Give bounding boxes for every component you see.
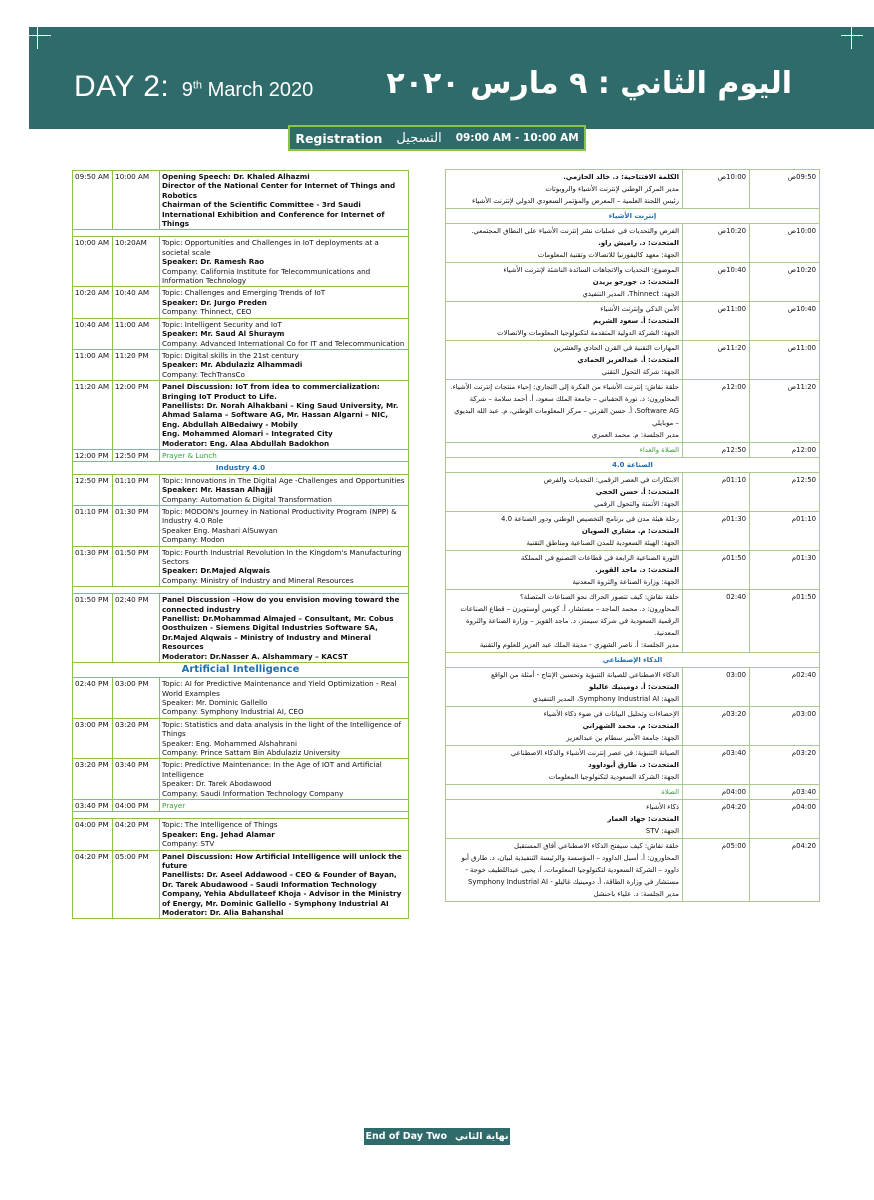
session-line: حلقة نقاش: إنترنت الأشياء من الفكرة إلى التجاري: إحياء منتجات إنترنت الأشياء. [450,383,679,391]
agenda-row [73,819,409,850]
section-header-row [446,458,820,473]
start-time: 10:20ص [750,263,820,302]
session-details [446,590,683,653]
session-line: Speaker: Mr. Saud Al Shuraym [162,329,285,339]
agenda-row [73,850,409,919]
session-line: Prayer & Lunch [162,450,217,460]
session-line: المتحدث: د. راميش راو. [598,239,679,247]
agenda-row [73,546,409,587]
registration-arabic: التسجيل [396,130,442,146]
section-title: الصناعة 4.0 [446,458,820,473]
session-details [160,506,409,547]
session-line: Company: Symphony Industrial AI, CEO [162,707,304,717]
end-time: 05:00م [683,839,750,902]
session-details [446,341,683,380]
start-time: 01:10 PM [73,506,113,547]
session-line: مدير الجلسة: د. علياء باحنشل [593,890,679,898]
start-time: 12:00م [750,443,820,458]
session-details [160,287,409,318]
agenda-row [73,718,409,759]
session-details [446,839,683,902]
session-details [160,381,409,450]
session-line: مدير المركز الوطني لإنترنت الأشياء والروبوتات [545,185,679,193]
start-time: 11:00ص [750,341,820,380]
start-time: 01:50 PM [73,594,113,663]
agenda-row [73,287,409,318]
start-time: 01:50م [750,590,820,653]
agenda-row [73,594,409,663]
start-time: 03:40 PM [73,799,113,811]
agenda-row [446,170,820,209]
end-time: 12:00م [683,380,750,443]
agenda-row [73,381,409,450]
end-time: 11:00ص [683,302,750,341]
start-time: 03:20 PM [73,759,113,800]
session-details [160,474,409,505]
session-line: المهارات التقنية في القرن الحادي والعشرين [553,344,679,352]
end-time: 11:20ص [683,341,750,380]
session-line: Topic: MODON's Journey in National Productivity Program (NPP) & Industry 4.0 Role [162,507,397,526]
end-time: 11:20 PM [113,349,160,380]
session-line: المتحدث: أ. حسن الحجي [595,488,679,496]
start-time: 04:00 PM [73,819,113,850]
agenda-row [73,759,409,800]
start-time: 01:30م [750,551,820,590]
start-time: 04:20 PM [73,850,113,919]
end-of-day-arabic: نهاية الثاني [455,1131,509,1142]
session-line: Topic: Predictive Maintenance: In the Age of IOT and Artificial Intelligence [162,760,382,779]
session-details [160,594,409,663]
agenda-row [446,746,820,785]
session-line: Panellists: Dr. Aseel Addawood - CEO & Founder of Bayan, Dr. Tarek Abudawood - Saudi Information Technology Company, Yehia Abdullateef Khoja - Advisor in the Ministry of Energy, Mr. Dominic Gallello - Symphony Industrial AI [162,870,402,908]
end-time: 03:40 PM [113,759,160,800]
session-details [446,800,683,839]
start-time: 09:50 AM [73,171,113,230]
end-time: 10:20ص [683,224,750,263]
crop-mark [851,27,852,49]
agenda-row [73,449,409,461]
spacer-row [73,230,409,237]
session-line: حلقة نقاش: كيف سيفتح الذكاء الاصطناعي آفاق المستقبل [514,842,679,850]
session-line: المتحدث: م. مشاري الصويان [581,527,679,535]
end-time: 11:00 AM [113,318,160,349]
session-line: Speaker: Mr. Abdulaziz Alhammadi [162,360,303,370]
session-line: Panel Discussion –How do you envision moving toward the connected industry [162,595,400,614]
start-time: 12:50 PM [73,474,113,505]
session-line: المتحدث: أ. عبدالعزيز الحمادي [577,356,679,364]
start-time: 01:30 PM [73,546,113,587]
session-line: Speaker: Dr. Tarek Abodawood [162,779,272,789]
end-time: 12:50 PM [113,449,160,461]
section-header-row [73,663,409,678]
day-date [182,79,314,101]
end-time: 12:50م [683,443,750,458]
header-band [29,27,874,129]
session-line: الجهة: الأتمتة والتحول الرقمي [593,500,679,508]
session-line: Moderator: Eng. Alaa Abdullah Badokhon [162,438,330,448]
day-month-year: March 2020 [207,79,314,101]
session-details [446,380,683,443]
session-line: المتحدث: جهاد العمار [607,815,679,823]
agenda-row [446,341,820,380]
agenda-row [73,171,409,230]
session-line: الجهة: Symphony Industrial AI، المدير التنفيذي [532,695,679,703]
session-line: المتحدث: د. ماجد القويز. [595,566,679,574]
end-time: 05:00 PM [113,850,160,919]
session-line: Topic: Challenges and Emerging Trends of IoT [162,288,326,298]
session-details [446,785,683,800]
session-line: Opening Speech: Dr. Khaled Alhazmi [162,172,310,181]
section-title: Artificial Intelligence [73,663,409,678]
session-details [160,759,409,800]
session-line: الثورة الصناعية الرابعة في قطاعات التصنيع في المملكة [520,554,679,562]
session-details [446,224,683,263]
start-time: 02:40م [750,668,820,707]
end-time: 10:00 AM [113,171,160,230]
section-title: الذكاء الإصطناعي [446,653,820,668]
end-time: 10:40 AM [113,287,160,318]
session-line: الجهة: Thinnect، المدير التنفيذي [582,290,679,298]
agenda-row [446,512,820,551]
session-line: Company: Modon [162,535,225,545]
agenda-row [446,800,820,839]
start-time: 10:40 AM [73,318,113,349]
session-line: المتحدث: د. جورجو بريدن [592,278,679,286]
start-time: 12:00 PM [73,449,113,461]
session-line: Speaker Eng. Mashari AlSuwyan [162,525,278,535]
start-time: 11:20ص [750,380,820,443]
session-line: Topic: Intelligent Security and IoT [162,319,282,329]
end-time: 02:40 PM [113,594,160,663]
agenda-row [73,318,409,349]
end-of-day-banner [364,1128,510,1145]
session-line: Topic: AI for Predictive Maintenance and Yield Optimization - Real World Examples [162,679,397,698]
day-suffix: th [192,79,203,92]
crop-mark [37,27,38,49]
start-time: 10:40ص [750,302,820,341]
end-time: 04:20م [683,800,750,839]
end-of-day-english: End of Day Two [365,1131,448,1142]
session-line: Speaker: Mr. Hassan Alhajji [162,485,273,495]
session-details [160,171,409,230]
session-line: Panel Discussion: IoT from idea to commercialization: Bringing IoT Product to Life. [162,382,380,401]
session-line: Company: Prince Sattam Bin Abdulaziz University [162,747,340,757]
end-time: 01:30 PM [113,506,160,547]
spacer-row [73,812,409,819]
start-time: 02:40 PM [73,678,113,719]
session-line: Topic: The Intelligence of Things [162,820,278,830]
agenda-row [446,551,820,590]
english-agenda-table [72,170,409,919]
agenda-row [446,380,820,443]
session-details [446,263,683,302]
agenda-row [446,785,820,800]
agenda-row [73,799,409,811]
session-line: ذكاء الأشياء [646,803,679,811]
agenda-row [446,590,820,653]
crop-mark [29,35,51,36]
session-details [160,237,409,287]
session-line: Topic: Fourth Industrial Revolution In the Kingdom's Manufacturing Sectors [162,547,402,567]
session-line: مدير الجلسة: م. محمد العمري [591,431,679,439]
registration-time: 09:00 AM - 10:00 AM [455,132,579,144]
session-line: المحاورون: د. نورة الحقباني – جامعة الملك سعود، أ. أحمد سلامة – شركة Software AG، أ. حسن القرني – مركز المعلومات الوطني، م. عبد الله البديوي – موبايلي [454,395,679,427]
session-line: الكلمة الافتتاحية: د. خالد الحازمي. [563,173,679,181]
session-details [446,443,683,458]
session-line: الجهة: الهيئة السعودية للمدن الصناعية ومناطق التقنية [526,539,679,547]
session-line: Panellist: Dr.Mohammad Almajed – Consultant, Mr. Cobus Oosthuizen - Siemens Digital Industries Software SA, Dr.Majed Alqwais – Ministry of Industry and Mineral Resources [162,614,394,652]
day-label: DAY 2: [74,70,170,103]
session-details [160,449,409,461]
session-line: الابتكارات في العصر الرقمي: التحديات والفرص [543,476,679,484]
session-line: Company: Thinnect, CEO [162,307,252,317]
end-time: 04:00 PM [113,799,160,811]
day-title-english [74,70,313,104]
session-line: الموضوع: التحديات والاتجاهات السائدة الناشئة لإنترنت الأشياء [503,266,679,274]
start-time: 09:50ص [750,170,820,209]
start-time: 03:00 PM [73,718,113,759]
session-line: Director of the National Center for Internet of Things and Robotics [162,181,396,200]
section-header-row [446,209,820,224]
end-time: 10:20AM [113,237,160,287]
session-line: Company: Automation & Digital Transformation [162,494,332,504]
session-line: رحلة هيئة مدن في برنامج التخصيص الوطني ودور الصناعة 4.0 [501,515,679,523]
section-title: Industry 4.0 [73,462,409,474]
session-line: Speaker: Dr.Majed Alqwais [162,566,271,576]
start-time: 01:10م [750,512,820,551]
end-time: 04:20 PM [113,819,160,850]
session-line: Topic: Statistics and data analysis in the light of the Intelligence of Things [162,719,402,739]
session-line: Panel Discussion: How Artificial Intelligence will unlock the future [162,851,402,870]
session-line: Speaker: Eng. Mohammed Alshahrani [162,738,297,748]
session-line: الجهة: جامعة الأمير سطام بن عبدالعزيز [566,734,679,742]
session-line: مدير الجلسة: أ. ناصر الشهري - مدينة الملك عبد العزيز للعلوم والتقنية [479,641,679,649]
session-line: الذكاء الاصطناعي للصيانة التنبؤية وتحسين الإنتاج - أمثلة من الواقع [490,671,679,679]
session-line: Topic: Innovations in The Digital Age -Challenges and Opportunities [162,475,405,485]
agenda-row [73,506,409,547]
start-time: 11:20 AM [73,381,113,450]
session-line: المتحدث: م. محمد الشهراني [582,722,679,730]
end-time: 03:20م [683,707,750,746]
start-time: 10:00ص [750,224,820,263]
session-line: Speaker: Dr. Jurgo Preden [162,297,267,307]
registration-banner [288,125,586,151]
session-details [160,546,409,587]
crop-mark [841,35,863,36]
session-line: الجهة: وزارة الصناعة والثروة المعدنية [572,578,679,586]
section-header-row [446,653,820,668]
session-line: Company: Advanced International Co for IT and Telecommunication [162,338,405,348]
session-details [160,819,409,850]
agenda-row [446,707,820,746]
session-line: الجهة: الشركة الدولية المتقدمة لتكنولوجيا المعلومات والاتصالات [497,329,679,337]
registration-label: Registration [295,130,383,146]
session-line: المتحدث: د. طارق أبوداوود [588,761,679,769]
end-time: 01:50م [683,551,750,590]
session-details [446,512,683,551]
end-time: 10:00ص [683,170,750,209]
session-details [446,551,683,590]
start-time: 10:00 AM [73,237,113,287]
start-time: 03:00م [750,707,820,746]
start-time: 12:50م [750,473,820,512]
session-line: الفرص والتحديات في عمليات نشر إنترنت الأشياء على النطاق المجتمعي. [471,227,679,235]
session-details [446,707,683,746]
session-line: Company: STV [162,839,215,849]
session-details [160,318,409,349]
session-line: Speaker: Mr. Dominic Gallello [162,697,268,707]
end-time: 02:40 [683,590,750,653]
agenda-row [446,443,820,458]
end-time: 12:00 PM [113,381,160,450]
start-time: 04:00م [750,800,820,839]
end-time: 01:30م [683,512,750,551]
agenda-row [446,668,820,707]
session-line: الصلاة والغداء [639,446,679,454]
end-time: 03:20 PM [113,718,160,759]
arabic-agenda-table [445,169,820,902]
start-time: 03:20م [750,746,820,785]
session-details [160,718,409,759]
session-line: الصلاة [661,788,679,796]
session-line: الجهة: STV [645,827,679,835]
session-details [446,746,683,785]
end-time: 03:00 [683,668,750,707]
section-title: إنترنت الأشياء [446,209,820,224]
end-time: 04:00م [683,785,750,800]
session-line: Topic: Digital skills in the 21st century [162,350,299,360]
start-time: 11:00 AM [73,349,113,380]
agenda-row [446,224,820,263]
session-details [160,678,409,719]
session-line: Topic: Opportunities and Challenges in IoT deployments at a societal scale [162,238,379,257]
start-time: 03:40م [750,785,820,800]
session-details [446,302,683,341]
agenda-row [73,474,409,505]
session-details [446,668,683,707]
end-time: 03:00 PM [113,678,160,719]
session-line: Eng. Mohammed Alomari - Integrated City [162,429,333,439]
section-header-row [73,462,409,474]
session-line: Company: TechTransCo [162,369,245,379]
session-line: Prayer [162,800,186,810]
session-details [160,850,409,919]
session-line: المحاورون: د. محمد الماجد – مستشار، أ. كوبس أوستويزن – قطاع الصناعات الرقمية السعودية في شركة سيمنز، د. ماجد القويز – وزارة الصناعة والثروة المعدنية. [460,605,679,637]
end-time: 10:40ص [683,263,750,302]
agenda-row [73,678,409,719]
start-time: 10:20 AM [73,287,113,318]
end-time: 01:10 PM [113,474,160,505]
session-line: Company: Ministry of Industry and Mineral Resources [162,575,354,585]
session-line: Panellists: Dr. Norah Alhakbani – King Saud University, Mr. Ahmad Salama – Software AG, Mr. Hassan Algarni – NIC, Eng. Abdullah AlBedaiwy - Mobily [162,400,399,429]
agenda-row [446,302,820,341]
session-details [160,799,409,811]
session-line: Moderator: Dr. Alia Bahanshal [162,908,284,918]
end-time: 01:50 PM [113,546,160,587]
session-line: المتحدث: أ. دومينيك غاليلو [589,683,679,691]
session-line: الصيانة التنبؤية: في عصر إنترنت الأشياء والذكاء الاصطناعي [510,749,679,757]
day-number: 9 [181,79,193,101]
agenda-row [73,237,409,287]
session-line: رئيس اللجنة العلمية – المعرض والمؤتمر السعودي الدولي لإنترنت الأشياء [472,197,679,205]
agenda-row [446,263,820,302]
session-line: Company: California Institute for Telecommunications and Information Technology [162,266,371,286]
session-details [446,170,683,209]
session-line: Company: Saudi Information Technology Company [162,788,344,798]
agenda-row [73,349,409,380]
session-line: حلقة نقاش: كيف تتصور الحراك نحو الصناعات المتصلة؟ [520,593,679,601]
session-line: Moderator: Dr.Nasser A. Alshammary – KACST [162,651,348,661]
session-details [446,473,683,512]
session-line: Chairman of the Scientific Committee - 3rd Saudi International Exhibition and Conference for Internet of Things [162,200,385,229]
end-time: 01:10م [683,473,750,512]
session-line: الجهة: معهد كاليفورنيا للاتصالات وتقنية المعلومات [537,251,679,259]
session-line: الجهة: شركة التحول التقني [601,368,679,376]
session-line: Speaker: Eng. Jehad Alamar [162,829,275,839]
end-time: 03:40م [683,746,750,785]
session-line: الأمن الذكي وإنترنت الأشياء [600,305,679,313]
agenda-row [446,839,820,902]
session-line: الجهة: الشركة السعودية لتكنولوجيا المعلومات [548,773,679,781]
start-time: 04:20م [750,839,820,902]
day-title-arabic: اليوم الثاني : ٩ مارس ٢٠٢٠ [386,66,792,101]
session-line: المحاورون: أ. أسيل الداوود – المؤسسة والرئيسة التنفيذية لبيان، د. طارق أبو داوود – الشركة السعودية لتكنولوجيا المعلومات، أ. يحيى عبداللطيف خوجة - مستشار في وزارة الطاقة، أ. دومينيك غاليلو - Symphony Industrial AI [461,854,679,886]
agenda-row [446,473,820,512]
session-line: المتحدث: أ. سعود الشريم [593,317,679,325]
spacer-row [73,587,409,594]
session-details [160,349,409,380]
session-line: Speaker: Dr. Ramesh Rao [162,257,265,267]
session-line: الإحصاءات وتحليل البيانات في ضوء ذكاء الأشياء [543,710,679,718]
